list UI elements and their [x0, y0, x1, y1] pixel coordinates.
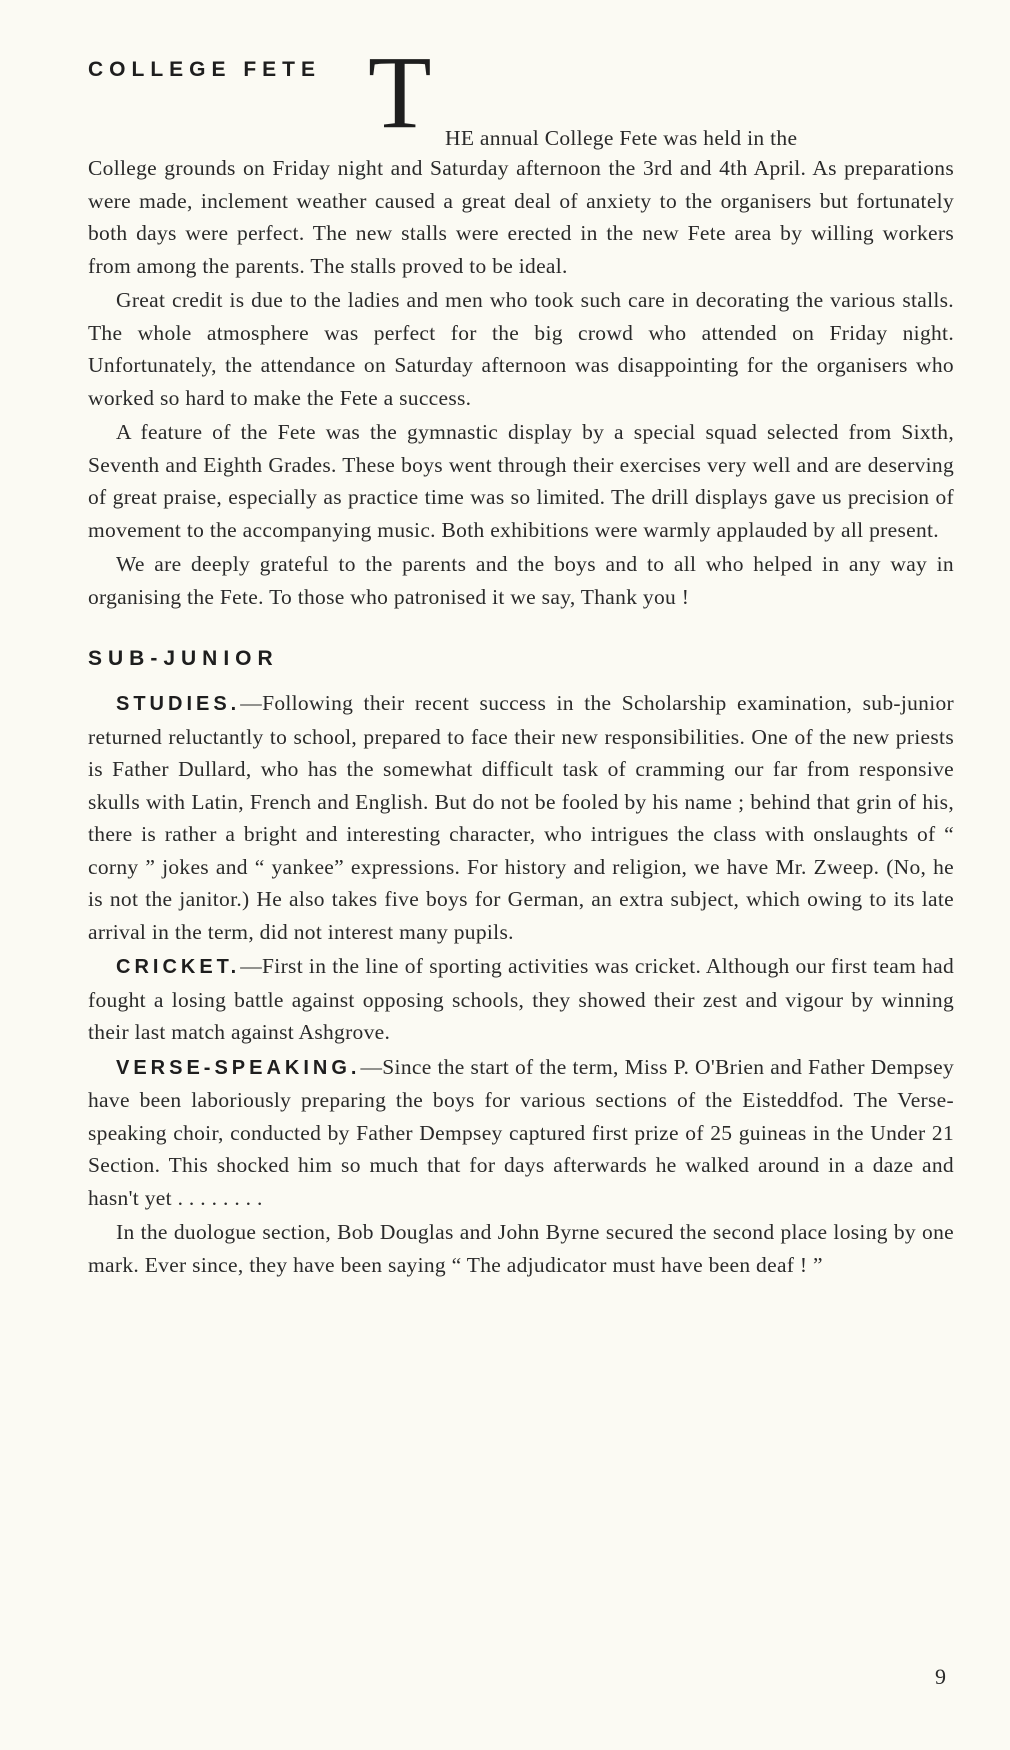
- cricket-paragraph: [88, 950, 954, 1049]
- fete-paragraph-2: Great credit is due to the ladies and men who took such care in decorating the various stalls. The whole atmosphere was perfect for the big crowd who attended on Friday night. Unfortunately, the attendance on Saturday afternoon was disappointing for the organisers who worked so hard to make the Fete a success.: [88, 288, 954, 410]
- college-fete-header: [88, 35, 954, 150]
- page-number: 9: [935, 1664, 946, 1689]
- cricket-dash: —: [240, 954, 263, 978]
- studies-paragraph: [88, 687, 954, 948]
- fete-paragraph-4: We are deeply grateful to the parents and the boys and to all who helped in any way in organising the Fete. To those who patronised it we say, Thank you !: [88, 552, 954, 609]
- duologue-paragraph: In the duologue section, Bob Douglas and John Byrne secured the second place losing by one mark. Ever since, they have been saying “ The adjudicator must have been deaf ! ”: [88, 1220, 954, 1277]
- section-title-college-fete: COLLEGE FETE: [88, 58, 322, 81]
- drop-cap: T: [368, 35, 432, 150]
- cricket-text: First in the line of sporting activities was cricket. Although our first team had fought a losing battle against opposing schools, they showed their zest and vigour by winning their last match against Ashgrove.: [88, 954, 954, 1044]
- verse-speaking-label: VERSE-SPEAKING.: [116, 1056, 361, 1079]
- section-title-sub-junior: SUB-JUNIOR: [88, 647, 279, 670]
- fete-paragraph-3: A feature of the Fete was the gymnastic display by a special squad selected from Sixth, Seventh and Eighth Grades. These boys went through their exercises very well and are deserving of great praise, especially as practice time was so limited. The drill displays gave us precision of movement to the accompanying music. Both exhibitions were warmly applauded by all present.: [88, 420, 954, 542]
- fete-first-line: HE annual College Fete was held in the: [445, 126, 798, 150]
- studies-dash: —: [240, 691, 263, 715]
- verse-speaking-dash: —: [360, 1054, 383, 1079]
- studies-text: Following their recent success in the Scholarship examination, sub-junior returned reluctantly to school, prepared to face their new responsibilities. One of the new priests is Father Dullard, who has the somewhat difficult task of cramming our far from responsive skulls with Latin, French and English. But do not be fooled by his name ; behind that grin of his, there is rather a bright and interesting character, who intrigues the class with onslaughts of “ corny ” jokes and “ yankee” expressions. For history and religion, we have Mr. Zweep. (No, he is not the janitor.) He also takes five boys for German, an extra subject, which owing to its late arrival in the term, did not interest many pupils.: [88, 691, 954, 944]
- page-content: [88, 35, 954, 1281]
- cricket-label: CRICKET.: [116, 956, 241, 978]
- fete-paragraph-1: College grounds on Friday night and Saturday afternoon the 3rd and 4th April. As preparations were made, inclement weather caused a great deal of anxiety to the organisers but fortunately both days were perfect. The new stalls were erected in the new Fete area by willing workers from among the parents. The stalls proved to be ideal.: [88, 156, 954, 278]
- verse-speaking-paragraph: [88, 1051, 954, 1215]
- studies-label: STUDIES.: [116, 693, 241, 715]
- verse-speaking-text: Since the start of the term, Miss P. O'Brien and Father Dempsey have been laboriously preparing the boys for various sections of the Eisteddfod. The Verse-speaking choir, conducted by Father Dempsey captured first prize of 25 guineas in the Under 21 Section. This shocked him so much that for days afterwards he walked around in a daze and hasn't yet . . . . . . . .: [88, 1054, 954, 1210]
